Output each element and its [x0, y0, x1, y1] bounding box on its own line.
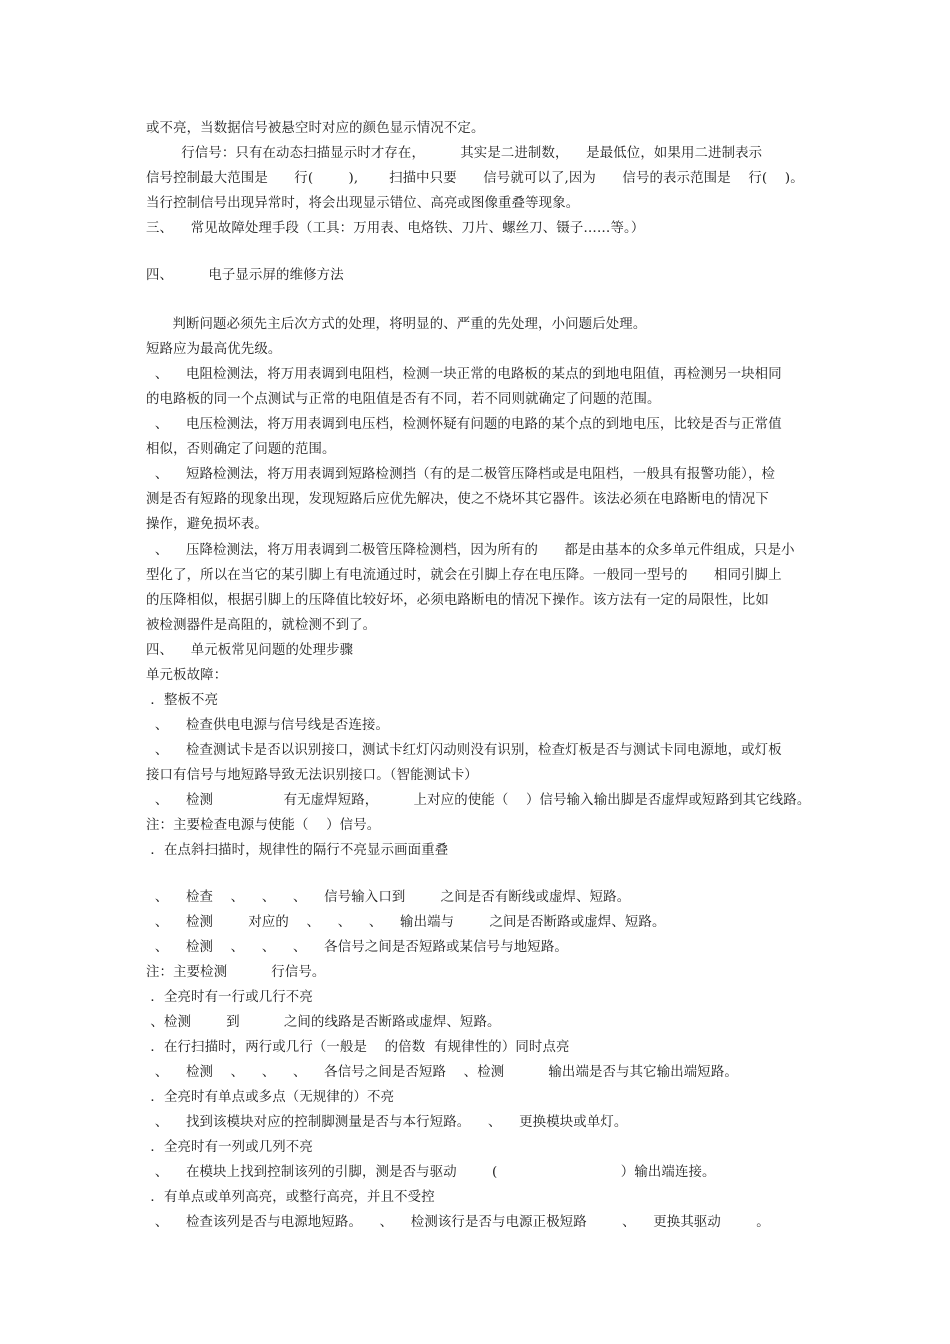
list-item: 、 短路检测法，将万用表调到短路检测挡（有的是二极管压降档或是电阻档，一般具有报警功能），检 [146, 467, 776, 482]
list-item: 、 找到该模块对应的控制脚测量是否与本行短路。 、 更换模块或单灯。 [146, 1115, 628, 1130]
note-line: 注：主要检查电源与使能（ ）信号。 [146, 818, 381, 833]
list-item: 、检测 到 之间的线路是否断路或虚焊、短路。 [146, 1015, 501, 1030]
text-line: 判断问题必须先主后次方式的处理，将明显的、严重的先处理，小问题后处理。 [146, 317, 647, 332]
text-line: 当行控制信号出现异常时，将会出现显示错位、高亮或图像重叠等现象。 [146, 196, 580, 211]
text-line: 单元板故障： [146, 668, 228, 683]
subheading: ．在点斜扫描时，规律性的隔行不亮显示画面重叠 [146, 843, 449, 858]
list-item: 、 检测 、 、 、 各信号之间是否短路 、检测 输出端是否与其它输出端短路。 [146, 1065, 738, 1080]
text-line: 行信号：只有在动态扫描显示时才存在， 其实是二进制数， 是最低位，如果用二进制表示 [146, 146, 763, 161]
subheading: ．有单点或单列高亮，或整行高亮，并且不受控 [146, 1190, 435, 1205]
note-line: 注：主要检测 行信号。 [146, 965, 326, 980]
text-line: 测是否有短路的现象出现，发现短路后应优先解决，使之不烧坏其它器件。该法必须在电路断电的情况下 [146, 492, 769, 507]
text-line: 的压降相似，根据引脚上的压降值比较好坏，必须电路断电的情况下操作。该方法有一定的局限性，比如 [146, 593, 769, 608]
subheading: ．全亮时有一列或几列不亮 [146, 1140, 313, 1155]
list-item: 、 检测 、 、 、 各信号之间是否短路或某信号与地短路。 [146, 940, 568, 955]
section-heading: 四、 单元板常见问题的处理步骤 [146, 643, 354, 658]
list-item: 、 电阻检测法，将万用表调到电阻档，检测一块正常的电路板的某点的到地电阻值，再检测另一块相同 [146, 367, 782, 382]
subheading: ．在行扫描时，两行或几行（一般是 的倍数 有规律性的）同时点亮 [146, 1040, 570, 1055]
text-line: 相似，否则确定了问题的范围。 [146, 442, 336, 457]
text-line: 的电路板的同一个点测试与正常的电阻值是否有不同，若不同则就确定了问题的范围。 [146, 392, 661, 407]
subheading: ．整板不亮 [146, 693, 219, 708]
subheading: ．全亮时有一行或几行不亮 [146, 990, 313, 1005]
list-item: 、 检查供电电源与信号线是否连接。 [146, 718, 390, 733]
text-line: 操作，避免损坏表。 [146, 517, 268, 532]
text-line: 短路应为最高优先级。 [146, 342, 282, 357]
list-item: 、 检查 、 、 、 信号输入口到 之间是否有断线或虚焊、短路。 [146, 890, 631, 905]
list-item: 、 检查该列是否与电源地短路。 、 检测该行是否与电源正极短路 、 更换其驱动 。 [146, 1215, 770, 1230]
text-line: 或不亮，当数据信号被悬空时对应的颜色显示情况不定。 [146, 121, 485, 136]
text-line: 接口有信号与地短路导致无法识别接口。（智能测试卡） [146, 768, 478, 783]
subheading: ．全亮时有单点或多点（无规律的）不亮 [146, 1090, 395, 1105]
text-line: 信号控制最大范围是 行( ), 扫描中只要 信号就可以了,因为 信号的表示范围是 行( )。 [146, 171, 804, 186]
text-line: 被检测器件是高阻的，就检测不到了。 [146, 618, 377, 633]
section-heading: 四、 电子显示屏的维修方法 [146, 268, 344, 283]
list-item: 、 在模块上找到控制该列的引脚，测是否与驱动 ( ）输出端连接。 [146, 1165, 716, 1180]
text-line: 型化了，所以在当它的某引脚上有电流通过时，就会在引脚上存在电压降。一般同一型号的 相同引脚上 [146, 568, 782, 583]
list-item: 、 检查测试卡是否以识别接口，测试卡红灯闪动则没有识别，检查灯板是否与测试卡同电源地，或灯板 [146, 743, 782, 758]
list-item: 、 压降检测法，将万用表调到二极管压降检测档，因为所有的 都是由基本的众多单元件组成，只是小 [146, 543, 795, 558]
list-item: 、 检测 有无虚焊短路， 上对应的使能（ ）信号输入输出脚是否虚焊或短路到其它线路。 [146, 793, 811, 808]
section-heading: 三、 常见故障处理手段（工具：万用表、电烙铁、刀片、螺丝刀、镊子……等。） [146, 221, 645, 236]
list-item: 、 电压检测法，将万用表调到电压档，检测怀疑有问题的电路的某个点的到地电压，比较是否与正常值 [146, 417, 782, 432]
list-item: 、 检测 对应的 、 、 、 输出端与 之间是否断路或虚焊、短路。 [146, 915, 666, 930]
